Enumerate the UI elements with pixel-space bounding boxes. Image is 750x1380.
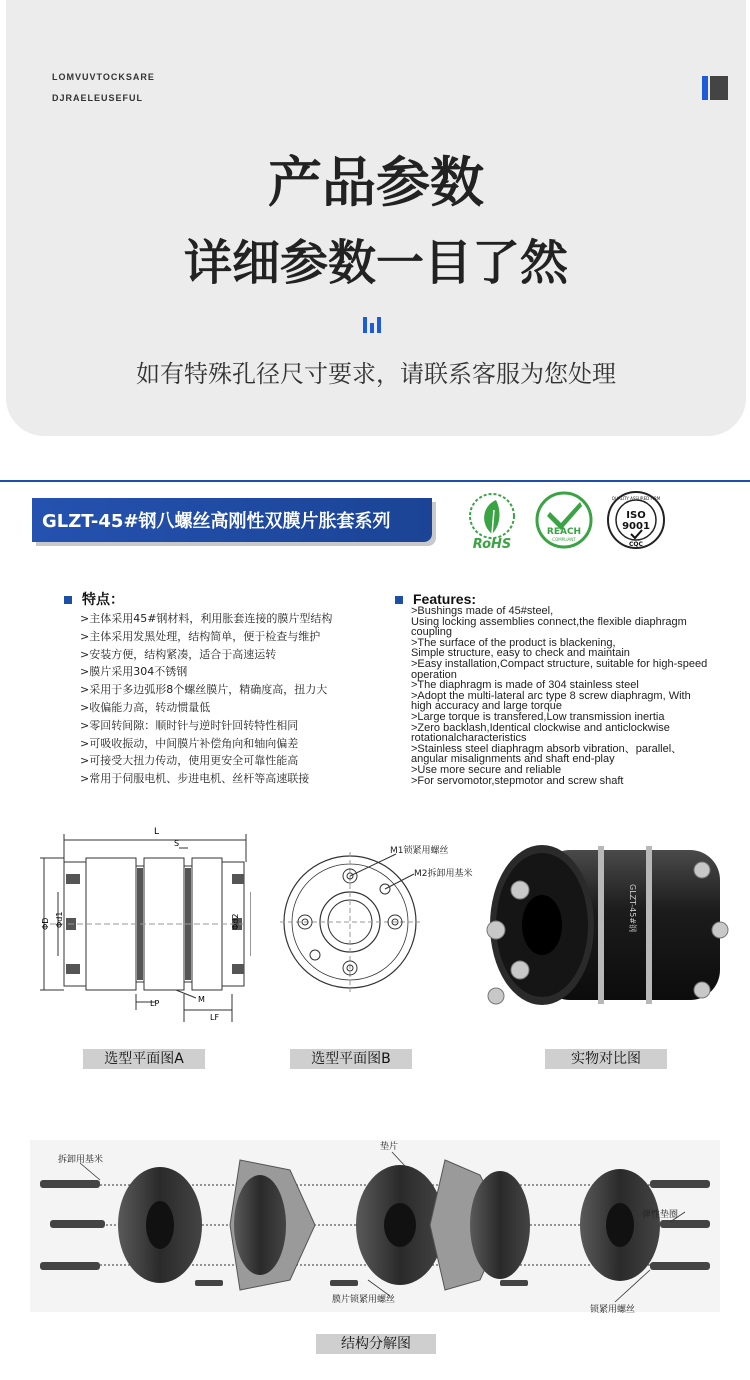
reach-small-label: COMPLIANT	[552, 537, 576, 542]
hero-panel	[6, 0, 746, 436]
label-diaphragm-screw: 膜片锁紧用螺丝	[332, 1295, 396, 1305]
feature-en-item: Simple structure, easy to check and maintain	[411, 647, 630, 660]
feature-en-item: >Bushings made of 45#steel,	[411, 605, 554, 617]
feature-en-item: >Large torque is transfered,Low transmission inertia	[411, 710, 665, 723]
caption-exploded: 结构分解图	[316, 1334, 436, 1354]
cqc-label: CQC	[629, 541, 643, 548]
feature-cn-item: >安装方便，结构紧凑，适合于高速运转	[80, 647, 277, 661]
selection-drawing-a	[36, 822, 251, 1030]
dim-l-label: L	[154, 827, 160, 837]
label-shim: 垫片	[380, 1142, 399, 1152]
dim-lf-label: LF	[210, 1013, 220, 1022]
feature-en-item: Using locking assemblies connect,the flexible diaphragm	[411, 615, 687, 628]
feature-en-item: >Use more secure and reliable	[411, 763, 562, 776]
feature-en-item: >Stainless steel diaphragm absorb vibration、parallel、	[411, 742, 683, 755]
brand-line-2: DJRAELEUSEFUL	[52, 93, 144, 103]
feature-en-item: >Easy installation,Compact structure, suitable for high-speed	[411, 657, 708, 670]
product-engraving: GLZT-45#钢	[628, 884, 637, 933]
feature-en-item: >For servomotor,stepmotor and screw shaft	[411, 774, 624, 787]
feature-en-item: operation	[411, 668, 457, 681]
divider-mark-icon	[363, 317, 387, 333]
feature-cn-item: >常用于伺服电机、步进电机、丝杆等高速联接	[80, 772, 310, 786]
dim-d2-label: Φd2	[231, 913, 240, 930]
feature-cn-item: >可吸收振动，中间膜片补偿角向和轴向偏差	[80, 736, 299, 750]
series-banner	[32, 498, 432, 542]
m2-callout: M2拆卸用基米	[414, 869, 473, 879]
m1-callout: M1锁紧用螺丝	[390, 846, 449, 856]
rohs-label: RoHS	[472, 537, 512, 550]
feature-en-item: >The diaphragm is made of 304 stainless steel	[411, 679, 639, 692]
dim-lp-label: LP	[150, 999, 160, 1008]
caption-drawing-b: 选型平面图B	[290, 1049, 412, 1069]
brand-line-1: LOMVUVTOCKSARE	[52, 72, 155, 82]
exploded-view	[30, 1130, 730, 1320]
hero-title: 产品参数	[268, 151, 484, 214]
iso-ring-label: QUALITY ASSURED FIRM	[611, 496, 661, 501]
hero-subtitle: 详细参数一目了然	[183, 235, 568, 291]
feature-en-item: >The surface of the product is blackening,	[411, 636, 616, 649]
feature-cn-item: >主体采用45#钢材料，利用胀套连接的膜片型结构	[80, 612, 333, 625]
iso-num-label: 9001	[622, 521, 650, 532]
selection-drawing-b	[278, 840, 478, 1000]
label-removal-screw: 拆卸用基米	[58, 1155, 104, 1165]
feature-en-item: high accuracy and large torque	[411, 700, 563, 713]
feature-cn-item: >可接受大扭力传动，使用更安全可靠性能高	[80, 754, 299, 768]
section-divider	[0, 480, 750, 482]
feature-en-item: >Adopt the multi-lateral arc type 8 screw diaphragm, With	[411, 689, 691, 702]
feature-en-item: >Zero backlash,Identical clockwise and anticlockwise	[411, 721, 670, 734]
caption-photo: 实物对比图	[545, 1049, 667, 1069]
hero-note: 如有特殊孔径尺寸要求，请联系客服为您处理	[136, 360, 616, 388]
dim-m-label: M	[198, 995, 205, 1004]
product-photo	[470, 830, 740, 1024]
dim-d1-label: Φd1	[55, 911, 64, 928]
dim-d-label: ΦD	[41, 917, 50, 930]
feature-cn-item: >零回转间隙：顺时针与逆时针回转特性相同	[80, 718, 299, 732]
iso-9001-icon	[606, 490, 666, 550]
feature-en-item: rotationalcharacteristics	[411, 732, 527, 745]
feature-cn-item: >主体采用发黑处理，结构简单，便于检查与维护	[80, 629, 321, 643]
series-title: GLZT-45#钢八螺丝高刚性双膜片胀套系列	[42, 511, 391, 532]
features-en-heading: Features:	[395, 591, 476, 608]
features-en-list	[411, 606, 747, 786]
feature-cn-item: >膜片采用304不锈钢	[80, 665, 188, 679]
label-elastic-washer: 弹性垫圈	[642, 1210, 679, 1220]
feature-en-item: angular misalignments and shaft end-play	[411, 753, 615, 766]
feature-cn-item: >采用于多边弧形8个螺丝膜片，精确度高，扭力大	[80, 683, 328, 697]
rohs-icon	[462, 490, 522, 550]
dim-s-label: S	[174, 839, 180, 848]
label-lock-screw: 锁紧用螺丝	[590, 1305, 636, 1315]
features-cn-heading: 特点：	[64, 589, 124, 609]
reach-label: REACH	[546, 527, 582, 537]
corner-logo-icon	[702, 76, 732, 100]
iso-label: ISO	[626, 510, 646, 521]
features-cn-list	[80, 610, 380, 788]
feature-en-item: coupling	[411, 626, 452, 639]
reach-icon	[534, 490, 594, 550]
caption-drawing-a: 选型平面图A	[83, 1049, 205, 1069]
feature-cn-item: >收偏能力高，转动惯量低	[80, 700, 211, 714]
